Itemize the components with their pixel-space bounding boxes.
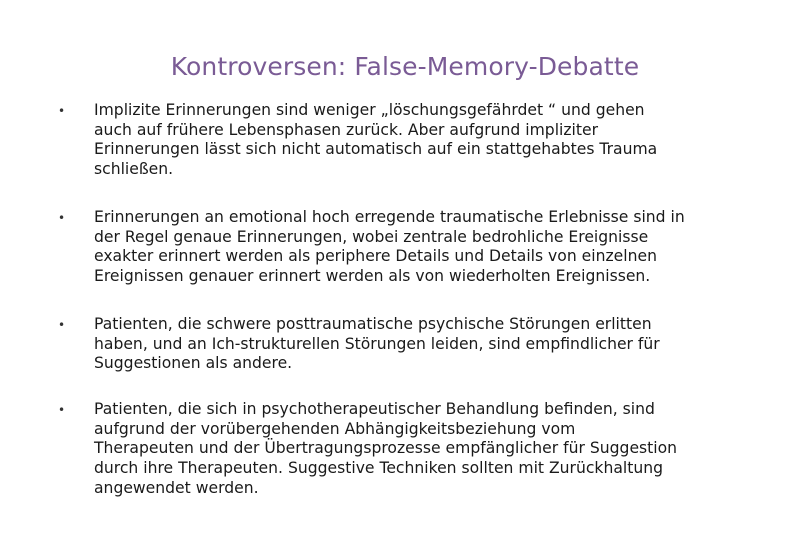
bullet-dot-icon: • <box>58 318 66 332</box>
bullet-dot-icon: • <box>58 211 66 225</box>
bullet-text: Implizite Erinnerungen sind weniger „löschungsgefährdet “ und gehen auch auf frühere Lebensphasen zurück. Aber aufgrund impliziter Erinnerungen lässt sich nicht automatisch auf ein stattgehabtes Trauma schließen. <box>94 101 658 179</box>
bullet-dot-icon: • <box>58 104 66 118</box>
bullet-dot-icon: • <box>58 403 66 417</box>
bullet-text: Patienten, die schwere posttraumatische psychische Störungen erlitten haben, und an Ich-strukturellen Störungen leiden, sind empfindlicher für Suggestionen als andere. <box>94 315 660 373</box>
bullet-text: Patienten, die sich in psychotherapeutischer Behandlung befinden, sind aufgrund der vorübergehenden Abhängigkeitsbeziehung vom Therapeuten und der Übertragungsprozesse empfänglicher für Suggestion durch ihre Therapeuten. Suggestive Techniken sollten mit Zurückhaltung angewendet werden. <box>94 400 678 497</box>
bullet-text: Erinnerungen an emotional hoch erregende traumatische Erlebnisse sind in der Regel genaue Erinnerungen, wobei zentrale bedrohliche Ereignisse exakter erinnert werden als periphere Details und Details von einzelnen Ereignissen genauer erinnert werden als von wiederholten Ereignissen. <box>94 208 685 286</box>
slide-title: Kontroversen: False-Memory-Debatte <box>170 52 640 81</box>
